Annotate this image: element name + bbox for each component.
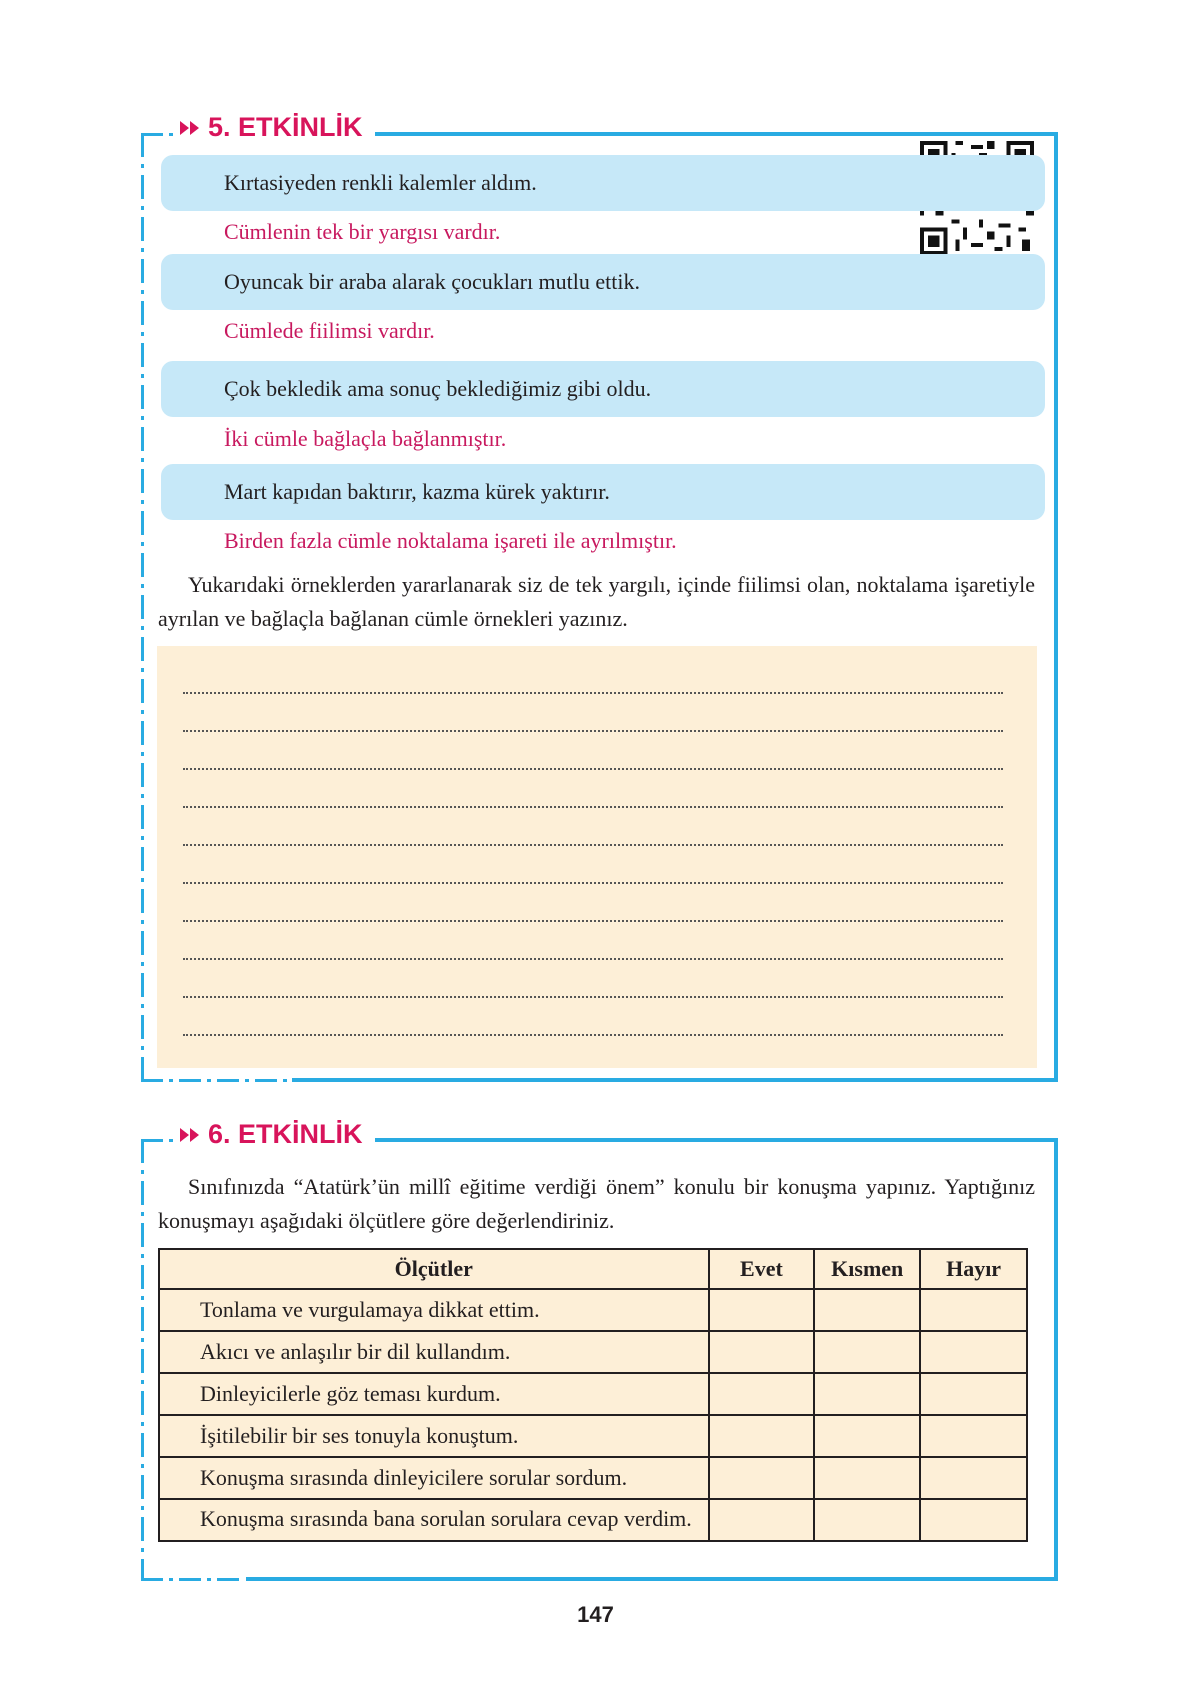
column-header: Evet (709, 1249, 815, 1289)
criterion-cell: Konuşma sırasında bana sorulan sorulara cevap verdim. (159, 1499, 709, 1541)
frame-left-dash (141, 1139, 144, 1578)
column-header: Hayır (920, 1249, 1027, 1289)
answer-line[interactable] (183, 882, 1003, 884)
hayir-cell[interactable] (920, 1331, 1027, 1373)
criterion-cell: Konuşma sırasında dinleyicilere sorular sordum. (159, 1457, 709, 1499)
criterion-cell: Akıcı ve anlaşılır bir dil kullandım. (159, 1331, 709, 1373)
table-row (159, 1331, 1027, 1373)
kismen-cell[interactable] (814, 1415, 920, 1457)
table-row (159, 1373, 1027, 1415)
table-header-row (159, 1249, 1027, 1289)
frame-right-line (1054, 1138, 1058, 1581)
hayir-cell[interactable] (920, 1415, 1027, 1457)
example-sentence-box (161, 361, 1045, 417)
hayir-cell[interactable] (920, 1373, 1027, 1415)
frame-bottom-dash (141, 1079, 291, 1082)
frame-top-line (375, 132, 1058, 136)
frame-top-line (375, 1138, 1058, 1142)
answer-line[interactable] (183, 1034, 1003, 1036)
answer-line[interactable] (183, 806, 1003, 808)
example-sentence: Kırtasiyeden renkli kalemler aldım. (224, 170, 537, 195)
table-row (159, 1289, 1027, 1331)
criterion-cell: Tonlama ve vurgulamaya dikkat ettim. (159, 1289, 709, 1331)
kismen-cell[interactable] (814, 1457, 920, 1499)
answer-writing-area[interactable] (157, 646, 1037, 1068)
answer-line[interactable] (183, 730, 1003, 732)
frame-right-line (1054, 132, 1058, 1082)
frame-bottom-dash (141, 1578, 245, 1581)
evaluation-table (158, 1248, 1028, 1542)
page-number: 147 (577, 1602, 614, 1627)
answer-line[interactable] (183, 692, 1003, 694)
evet-cell[interactable] (709, 1457, 815, 1499)
activity6-title: 6. ETKİNLİK (208, 1119, 363, 1149)
table-row (159, 1457, 1027, 1499)
hayir-cell[interactable] (920, 1499, 1027, 1541)
frame-bottom-line (246, 1577, 1058, 1581)
hayir-cell[interactable] (920, 1289, 1027, 1331)
activity6-instruction: Sınıfınızda “Atatürk’ün millî eğitime verdiği önem” konulu bir konuşma yapınız. Yaptığınız konuşmayı aşağıdaki ölçütlere göre değerlendiriniz. (158, 1174, 1035, 1233)
evet-cell[interactable] (709, 1373, 815, 1415)
answer-line[interactable] (183, 958, 1003, 960)
example-sentence-box (161, 254, 1045, 310)
example-sentence: Çok bekledik ama sonuç beklediğimiz gibi oldu. (224, 376, 652, 401)
frame-top-dash (141, 1139, 175, 1142)
evet-cell[interactable] (709, 1289, 815, 1331)
example-sentence-box (161, 155, 1045, 211)
answer-line[interactable] (183, 996, 1003, 998)
double-arrow-icon (180, 121, 200, 135)
example-note: Birden fazla cümle noktalama işareti ile ayrılmıştır. (224, 528, 677, 553)
column-header: Kısmen (814, 1249, 920, 1289)
kismen-cell[interactable] (814, 1289, 920, 1331)
answer-line[interactable] (183, 844, 1003, 846)
evet-cell[interactable] (709, 1499, 815, 1541)
hayir-cell[interactable] (920, 1457, 1027, 1499)
activity6-heading (176, 1119, 367, 1150)
kismen-cell[interactable] (814, 1331, 920, 1373)
table-row (159, 1415, 1027, 1457)
column-header: Ölçütler (159, 1249, 709, 1289)
example-sentence: Oyuncak bir araba alarak çocukları mutlu ettik. (224, 269, 640, 294)
criterion-cell: İşitilebilir bir ses tonuyla konuştum. (159, 1415, 709, 1457)
activity5-instruction: Yukarıdaki örneklerden yararlanarak siz de tek yargılı, içinde fiilimsi olan, noktalama işaretiyle ayrılan ve bağlaçla bağlanan cümle örnekleri yazınız. (158, 572, 1035, 631)
criterion-cell: Dinleyicilerle göz teması kurdum. (159, 1373, 709, 1415)
frame-bottom-line (292, 1078, 1058, 1082)
example-note: İki cümle bağlaçla bağlanmıştır. (224, 426, 507, 451)
example-sentence-box (161, 464, 1045, 520)
example-sentence: Mart kapıdan baktırır, kazma kürek yaktırır. (224, 479, 610, 504)
activity5-title: 5. ETKİNLİK (208, 112, 363, 142)
answer-line[interactable] (183, 920, 1003, 922)
kismen-cell[interactable] (814, 1499, 920, 1541)
example-note: Cümlede fiilimsi vardır. (224, 318, 435, 343)
example-note: Cümlenin tek bir yargısı vardır. (224, 219, 501, 244)
activity5-heading (176, 112, 367, 143)
frame-left-dash (141, 133, 144, 1081)
evet-cell[interactable] (709, 1331, 815, 1373)
kismen-cell[interactable] (814, 1373, 920, 1415)
answer-line[interactable] (183, 768, 1003, 770)
double-arrow-icon (180, 1128, 200, 1142)
frame-top-dash (141, 133, 175, 136)
table-row (159, 1499, 1027, 1541)
evet-cell[interactable] (709, 1415, 815, 1457)
